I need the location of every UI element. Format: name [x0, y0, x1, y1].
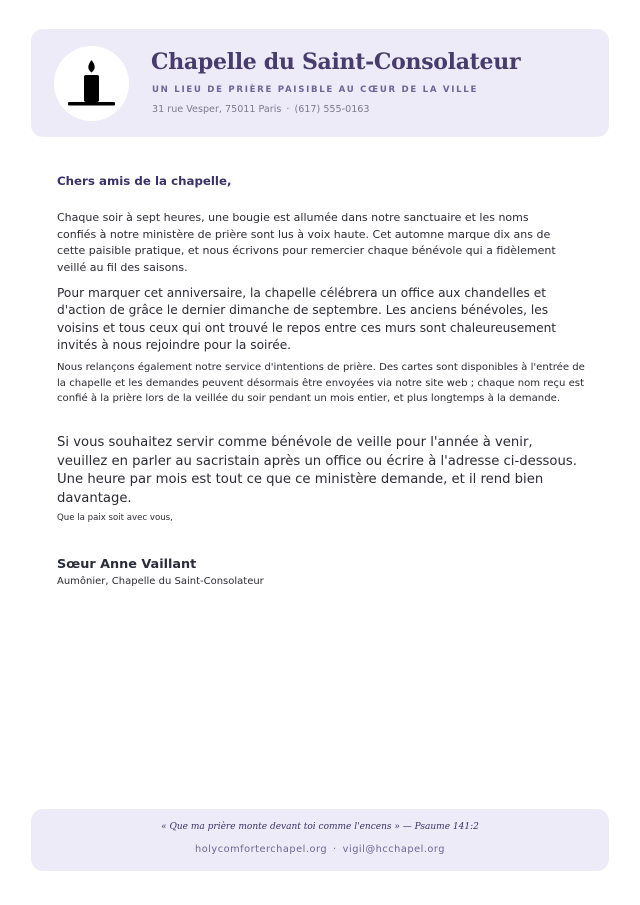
phone-number: (617) 555-0163: [294, 104, 370, 115]
letterhead: [31, 29, 609, 137]
candle-icon: [54, 46, 129, 121]
separator: ·: [286, 104, 290, 115]
organization-name: Chapelle du Saint-Consolateur: [151, 49, 521, 75]
tagline: UN LIEU DE PRIÈRE PAISIBLE AU CŒUR DE LA VILLE: [152, 85, 479, 95]
paragraph-3: Nous relançons également notre service d'intentions de prière. Des cartes sont disponibles à l'entrée de la chapelle et les demandes peuvent désormais être envoyées via notre site web ; chaque nom reçu est confié à la prière lors de la veillée du soir pendant un mois entier, et plus longtemps à la demande.: [57, 362, 585, 405]
email-link[interactable]: vigil@hcchapel.org: [342, 844, 445, 855]
address: 31 rue Vesper, 75011 Paris: [152, 104, 282, 115]
scripture-verse: « Que ma prière monte devant toi comme l'encens » — Psaume 141:2: [161, 822, 479, 832]
paragraph-2: Pour marquer cet anniversaire, la chapelle célébrera un office aux chandelles et d'action de grâce le dernier dimanche de septembre. Les anciens bénévoles, les voisins et tous ceux qui ont trouvé le repos entre ces murs sont chaleureusement invités à nous rejoindre pour la soirée.: [57, 286, 557, 353]
website-link[interactable]: holycomforterchapel.org: [194, 844, 328, 855]
logo: [54, 46, 129, 121]
paragraph-4: Si vous souhaitez servir comme bénévole de veille pour l'année à venir, veuillez en parler au sacristain après un office ou écrire à l'adresse ci-dessous. Une heure par mois est tout ce que ce ministère demande, et il rend bien davantage.: [57, 435, 577, 506]
contact-line: [152, 104, 370, 115]
closing: Que la paix soit avec vous,: [57, 513, 173, 523]
signature-title: Aumônier, Chapelle du Saint-Consolateur: [57, 576, 264, 587]
footer: [31, 809, 609, 871]
footer-links: [31, 844, 609, 855]
paragraph-1: Chaque soir à sept heures, une bougie est allumée dans notre sanctuaire et les noms confiés à notre ministère de prière sont lus à voix haute. Cet automne marque dix ans de cette paisible pratique, et nous écrivons pour remercier chaque bénévole qui a fidèlement veillé au fil des saisons.: [57, 211, 556, 274]
signature-name: Sœur Anne Vaillant: [57, 557, 197, 572]
salutation: Chers amis de la chapelle,: [57, 174, 232, 188]
footer-separator: ·: [333, 844, 337, 855]
